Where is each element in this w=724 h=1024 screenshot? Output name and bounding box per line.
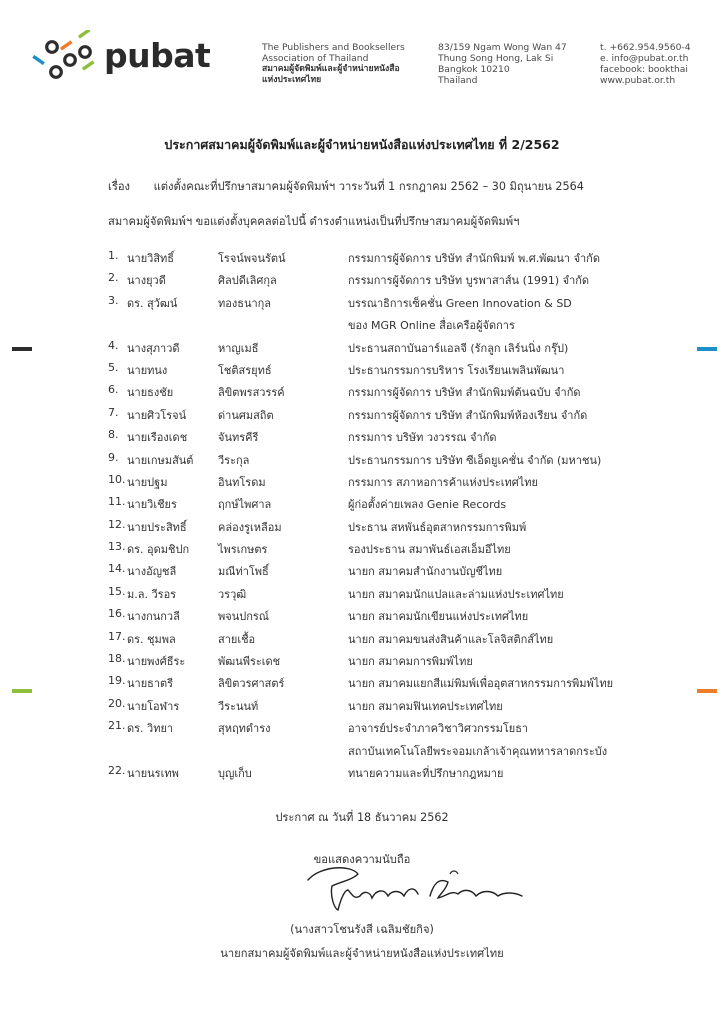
advisor-position: นายก สมาคมขนส่งสินค้าและโลจิสติกส์ไทย	[348, 632, 554, 646]
advisor-first-name: นายธงชัย	[127, 386, 174, 400]
advisor-position: นายก สมาคมสำนักงานบัญชีไทย	[348, 565, 503, 579]
advisor-first-name: นางอัญชลี	[127, 565, 177, 579]
advisor-number: 17.	[108, 629, 126, 643]
address-line: Thung Song Hong, Lak Si	[438, 53, 554, 64]
signer-position: นายกสมาคมผู้จัดพิมพ์และผู้จำหน่ายหนังสือแห่งประเทศไทย	[220, 947, 504, 960]
association-name-block	[262, 42, 405, 86]
advisor-position: ประธานสถาบันอาร์แอลจี (รักลูก เลิร์นนิ่ง กรุ๊ป)	[348, 341, 569, 355]
advisor-row	[108, 652, 668, 674]
advisor-first-name: นายประสิทธิ์	[127, 520, 187, 534]
advisor-last-name: คล่องรูเหลือม	[218, 520, 282, 534]
association-en-line: The Publishers and Booksellers	[262, 42, 405, 53]
advisor-first-name: ม.ล. วีรอร	[127, 587, 177, 601]
document-title: ประกาศสมาคมผู้จัดพิมพ์และผู้จำหน่ายหนังสือแห่งประเทศไทย ที่ 2/2562	[164, 137, 560, 152]
advisor-last-name: อินทโรดม	[218, 475, 266, 489]
advisor-last-name: วีระกุล	[218, 453, 250, 467]
advisor-row	[108, 495, 668, 517]
advisor-first-name: นายวิเชียร	[127, 498, 177, 512]
advisor-last-name: พัฒนพีระเดช	[218, 655, 281, 669]
advisor-last-name: ทองธนากุล	[218, 296, 272, 310]
advisor-row	[108, 585, 668, 607]
contact-phone: t. +662.954.9560-4	[600, 42, 691, 53]
advisor-row	[108, 249, 668, 271]
advisor-position: กรรมการผู้จัดการ บริษัท สำนักพิมพ์ห้องเรียน จำกัด	[348, 408, 588, 422]
advisor-row	[108, 428, 668, 450]
advisor-position: กรรมการผู้จัดการ บริษัท สำนักพิมพ์ต้นฉบับ จำกัด	[348, 386, 581, 400]
advisor-position: นายก สมาคมนักเขียนแห่งประเทศไทย	[348, 610, 529, 624]
signature	[300, 860, 530, 915]
advisor-row	[108, 719, 668, 764]
advisor-position: ประธาน สหพันธ์อุตสาหกรรมการพิมพ์	[348, 520, 527, 534]
signer-name: (นางสาวโชนรังสี เฉลิมชัยกิจ)	[290, 923, 434, 936]
advisor-last-name: สายเชื้อ	[218, 632, 256, 646]
advisor-first-name: นายเกษมสันต์	[127, 453, 194, 467]
advisor-first-name: นายพงศ์ธีระ	[127, 655, 186, 669]
advisor-number: 1.	[108, 249, 119, 262]
advisor-number: 6.	[108, 383, 119, 397]
advisor-first-name: ดร. ชุมพล	[127, 632, 176, 646]
advisor-row	[108, 361, 668, 383]
edge-marker	[12, 689, 32, 693]
brand-wordmark: pubat	[104, 36, 211, 75]
advisor-first-name: นายศิวโรจน์	[127, 408, 187, 422]
advisor-number: 10.	[108, 472, 126, 486]
advisor-last-name: บุญเก็บ	[218, 767, 252, 781]
advisor-last-name: จันทรคีรี	[218, 431, 259, 445]
advisor-last-name: ลิขิตพรสวรรค์	[218, 386, 285, 400]
advisor-position: กรรมการ สภาหอการค้าแห่งประเทศไทย	[348, 475, 538, 489]
contact-website: www.pubat.or.th	[600, 75, 676, 86]
association-th-line: แห่งประเทศไทย	[262, 75, 322, 85]
advisor-row	[108, 674, 668, 696]
advisor-number: 14.	[108, 562, 126, 576]
address-line: 83/159 Ngam Wong Wan 47	[438, 42, 567, 53]
advisor-position: ผู้ก่อตั้งค่ายเพลง Genie Records	[348, 498, 507, 512]
advisor-first-name: นายเรืองเดช	[127, 431, 188, 445]
advisor-row	[108, 271, 668, 293]
advisor-first-name: นางสุภาวดี	[127, 341, 180, 355]
advisor-row	[108, 697, 668, 719]
advisor-position: รองประธาน สมาพันธ์เอสเอ็มอีไทย	[348, 543, 511, 557]
advisor-number: 16.	[108, 607, 126, 621]
advisor-number: 13.	[108, 540, 126, 554]
advisor-last-name: ด่านศมสถิต	[218, 408, 274, 422]
advisor-position: ประธานกรรมการ บริษัท ซีเอ็ดยูเคชั่น จำกัด (มหาชน)	[348, 453, 602, 467]
advisor-number: 3.	[108, 293, 119, 307]
advisor-first-name: นายปฐม	[127, 475, 168, 489]
advisor-position: ทนายความและที่ปรึกษากฎหมาย	[348, 767, 504, 781]
advisor-row	[108, 764, 668, 786]
advisor-position: บรรณาธิการเซ็คชั่น Green Innovation & SD	[348, 296, 572, 310]
edge-marker	[12, 347, 32, 351]
advisor-row	[108, 383, 668, 405]
advisor-last-name: หาญเมธี	[218, 341, 259, 355]
advisor-number: 19.	[108, 674, 126, 688]
closing-regards: ขอแสดงความนับถือ	[313, 853, 411, 866]
subject-text: แต่งตั้งคณะที่ปรึกษาสมาคมผู้จัดพิมพ์ฯ วาระวันที่ 1 กรกฎาคม 2562 – 30 มิถุนายน 2564	[153, 180, 584, 193]
advisor-position: นายก สมาคมแยกสีแม่พิมพ์เพื่ออุตสาหกรรมการพิมพ์ไทย	[348, 677, 614, 691]
subject-line	[108, 177, 584, 195]
advisor-number: 21.	[108, 719, 126, 733]
advisor-row	[108, 518, 668, 540]
contact-email: e. info@pubat.or.th	[600, 53, 689, 64]
advisor-row	[108, 339, 668, 361]
advisor-last-name: โรจน์พจนรัตน์	[218, 252, 286, 265]
advisor-row	[108, 451, 668, 473]
advisor-number: 15.	[108, 584, 126, 598]
advisor-last-name: มณีท่าโพธิ์	[218, 565, 269, 579]
advisor-position-line2: สถาบันเทคโนโลยีพระจอมเกล้าเจ้าคุณทหารลาดกระบัง	[348, 744, 608, 758]
advisor-row	[108, 562, 668, 584]
advisor-first-name: นางยุวดี	[127, 274, 166, 288]
advisor-first-name: ดร. อุดมชิปก	[127, 543, 190, 557]
advisor-position: อาจารย์ประจำภาควิชาวิศวกรรมโยธา	[348, 722, 529, 736]
advisor-row	[108, 607, 668, 629]
advisor-last-name: ศิลปดีเลิศกุล	[218, 274, 277, 288]
advisor-first-name: นายนรเทพ	[127, 767, 179, 781]
advisor-position: นายก สมาคมฟินเทคประเทศไทย	[348, 699, 503, 713]
advisor-number: 4.	[108, 338, 119, 352]
advisor-last-name: ฤกษ์ไพศาล	[218, 498, 272, 512]
edge-marker	[697, 347, 717, 351]
advisor-number: 11.	[108, 495, 126, 509]
advisor-last-name: พจนปกรณ์	[218, 610, 269, 624]
advisor-last-name: ไพรเกษตร	[218, 543, 268, 557]
advisor-first-name: นายธาตรี	[127, 677, 174, 691]
advisor-first-name: นายโอฬาร	[127, 699, 180, 713]
advisor-last-name: วรวุฒิ	[218, 587, 247, 601]
advisor-number: 9.	[108, 450, 119, 464]
contact-block	[600, 42, 691, 86]
advisor-row	[108, 406, 668, 428]
address-block	[438, 42, 567, 86]
advisor-row	[108, 630, 668, 652]
advisor-position-line2: ของ MGR Online สื่อเครือผู้จัดการ	[348, 319, 515, 333]
advisor-first-name: ดร. สุวัฒน์	[127, 296, 178, 310]
address-line: Thailand	[438, 75, 478, 86]
advisor-position: นายก สมาคมนักแปลและล่ามแห่งประเทศไทย	[348, 587, 564, 601]
association-th-line: สมาคมผู้จัดพิมพ์และผู้จำหน่ายหนังสือ	[262, 64, 400, 74]
advisor-last-name: วีระนนท์	[218, 699, 259, 713]
announcement-date: ประกาศ ณ วันที่ 18 ธันวาคม 2562	[275, 811, 449, 824]
intro-paragraph: สมาคมผู้จัดพิมพ์ฯ ขอแต่งตั้งบุคคลต่อไปนี้ ดำรงตำแหน่งเป็นที่ปรึกษาสมาคมผู้จัดพิมพ์ฯ	[108, 215, 520, 228]
advisor-position: กรรมการผู้จัดการ บริษัท บูรพาสาส์น (1991) จำกัด	[348, 274, 590, 288]
advisor-position: กรรมการผู้จัดการ บริษัท สำนักพิมพ์ พ.ศ.พัฒนา จำกัด	[348, 252, 600, 265]
advisor-position: นายก สมาคมการพิมพ์ไทย	[348, 655, 473, 669]
advisor-first-name: นางกนกวลี	[127, 610, 180, 624]
advisor-list	[108, 249, 668, 786]
advisor-number: 5.	[108, 360, 119, 374]
advisor-row	[108, 294, 668, 339]
advisor-row	[108, 540, 668, 562]
advisor-last-name: สุหฤทดำรง	[218, 722, 271, 736]
advisor-first-name: นายทนง	[127, 363, 168, 377]
advisor-number: 8.	[108, 428, 119, 442]
advisor-number: 2.	[108, 271, 119, 285]
advisor-number: 7.	[108, 405, 119, 419]
advisor-number: 20.	[108, 696, 126, 710]
address-line: Bangkok 10210	[438, 64, 510, 75]
advisor-number: 22.	[108, 764, 126, 778]
subject-label: เรื่อง	[108, 180, 131, 193]
edge-marker	[697, 689, 717, 693]
advisor-first-name: นายวิสิทธิ์	[127, 252, 174, 265]
advisor-number: 18.	[108, 652, 126, 666]
advisor-first-name: ดร. วิทยา	[127, 722, 174, 736]
advisor-last-name: ลิขิตวรศาสตร์	[218, 677, 285, 691]
advisor-position: กรรมการ บริษัท วงวรรณ จำกัด	[348, 431, 497, 445]
advisor-row	[108, 473, 668, 495]
advisor-last-name: โชติสรยุทธ์	[218, 363, 272, 377]
contact-facebook: facebook: bookthai	[600, 64, 688, 75]
advisor-position: ประธานกรรมการบริหาร โรงเรียนเพลินพัฒนา	[348, 363, 565, 377]
advisor-number: 12.	[108, 517, 126, 531]
association-en-line: Association of Thailand	[262, 53, 369, 64]
